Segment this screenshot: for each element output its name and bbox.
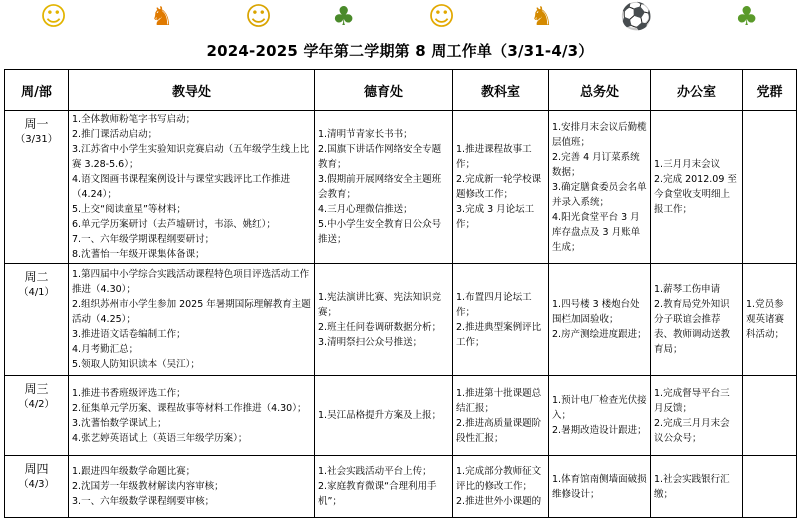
weekday-label: 周一	[24, 117, 49, 131]
task-item: 4.张艺婷英语试上（英语三年级学历案）；	[72, 432, 248, 444]
page-title: 2024-2025 学年第二学期第 8 周工作单（3/31-4/3）	[206, 42, 594, 60]
task-item: 2.国旗下讲话作网络安全专题教育；	[318, 144, 442, 170]
header-decoration	[0, 0, 800, 38]
task-item: 2.房产测绘进度跟进；	[552, 329, 647, 340]
task-item: 5.领取人防知识读本（吴江）；	[72, 359, 200, 370]
task-item: 2.完成三月月末会议公众号；	[654, 417, 730, 444]
task-item: 1.推进第十批课题总结汇报；	[456, 387, 542, 414]
task-item: 2.完成新一轮学校课题修改工作；	[456, 174, 542, 200]
task-cell-dangqun	[743, 111, 797, 264]
task-item: 1.完成督导平台三月反馈；	[654, 387, 730, 414]
column-header-week-dept: 周/部	[5, 70, 69, 111]
task-cell-deyu	[315, 456, 453, 518]
cartoon-mascot-icon: ♣	[735, 2, 759, 32]
task-cell-bangong	[651, 264, 743, 376]
task-cell-bangong	[651, 376, 743, 456]
task-cell-dangqun	[743, 376, 797, 456]
task-item: 4.阳光食堂平台 3 月库存盘点及 3 月账单生成；	[552, 211, 641, 253]
column-header-dangqun: 党群	[743, 70, 797, 111]
task-cell-dangqun	[743, 264, 797, 376]
task-cell-dangqun	[743, 456, 797, 518]
task-item: 1.社会实践活动平台上传；	[318, 466, 432, 477]
task-item: 5.中小学生安全教育日公众号推送；	[318, 219, 442, 245]
task-cell-zongwu	[549, 376, 651, 456]
task-cell-jiaodao	[69, 376, 315, 456]
task-item: 1.推进书香班级评选工作；	[72, 387, 186, 399]
task-item: 1.布置四月论坛工作；	[456, 291, 532, 318]
task-cell-jiaodao	[69, 264, 315, 376]
task-item: 2.班主任问卷调研数据分析；	[318, 321, 442, 333]
task-item: 3.推进语文话卷编制工作；	[72, 329, 186, 340]
task-item: 2.完成 2012.09 至今食堂收支明细上报工作；	[654, 174, 737, 215]
weekday-label: 周二	[24, 270, 49, 284]
task-item: 2.推门课活动启动；	[72, 129, 158, 140]
task-cell-bangong	[651, 111, 743, 264]
table-row	[5, 264, 797, 376]
task-cell-jiaoke	[453, 264, 549, 376]
task-item: 1.吴江品格提升方案及上报；	[318, 410, 442, 421]
task-cell-jiaoke	[453, 376, 549, 456]
column-header-jiaoke: 教科室	[453, 70, 549, 111]
task-item: 1.四号楼 3 楼炮台处围栏加固验收；	[552, 299, 640, 325]
task-item: 3.沈蓍怡数学课试上；	[72, 417, 167, 429]
task-item: 1.宪法演讲比赛、宪法知识竞赛；	[318, 291, 442, 318]
cartoon-mascot-icon: ☺	[40, 2, 68, 32]
task-cell-deyu	[315, 264, 453, 376]
task-cell-jiaoke	[453, 111, 549, 264]
work-schedule-table	[4, 69, 797, 518]
column-header-bangong: 办公室	[651, 70, 743, 111]
table-row	[5, 376, 797, 456]
task-item: 3.确定膳食委员会名单并录入系统；	[552, 181, 647, 208]
column-header-jiaodao: 教导处	[69, 70, 315, 111]
task-item: 2.推进典型案例评比工作；	[456, 321, 542, 348]
day-cell	[5, 456, 69, 518]
task-item: 2.组织苏州市小学生参加 2025 年暑期国际理解教育主题活动（4.25）；	[72, 299, 311, 325]
task-item: 4.语文图画书课程案例设计与课堂实践评比工作推进（4.24）；	[72, 174, 291, 200]
date-label: （4/1）	[18, 287, 55, 298]
table-row	[5, 111, 797, 264]
cartoon-mascot-icon: ♣	[332, 2, 356, 32]
task-item: 7.一、六年级学期课程纲要研讨；	[72, 234, 215, 245]
task-item: 1.安排月末会议后勤榄层值班；	[552, 121, 647, 148]
weekday-label: 周三	[24, 382, 49, 396]
task-item: 2.沈国芳一年级教材解读内容审核；	[72, 481, 224, 492]
task-item: 5.上交“阅读童星”等材料；	[72, 204, 186, 215]
cartoon-mascot-icon: ☺	[245, 2, 273, 32]
task-item: 1.推进课程故事工作；	[456, 144, 532, 170]
task-item: 1.清明节青家长书书；	[318, 129, 413, 140]
cartoon-mascot-icon: ☺	[428, 2, 456, 32]
cartoon-mascot-icon: ♞	[150, 2, 174, 32]
table-row	[5, 456, 797, 518]
day-cell	[5, 111, 69, 264]
task-item: 1.社会实践银行汇缴；	[654, 473, 730, 500]
task-cell-jiaodao	[69, 111, 315, 264]
day-cell	[5, 376, 69, 456]
soccer-ball-icon: ⚽	[620, 2, 653, 32]
task-cell-zongwu	[549, 456, 651, 518]
task-item: 4.三月心理微信推送；	[318, 204, 413, 215]
cartoon-mascot-icon: ♞	[530, 2, 554, 32]
weekday-label: 周四	[24, 462, 49, 476]
task-item: 3.假期前开展网络安全主题班会教育；	[318, 174, 442, 200]
task-item: 1.全体教师粉笔字书写启动；	[72, 114, 196, 125]
task-cell-jiaoke	[453, 456, 549, 518]
column-header-zongwu: 总务处	[549, 70, 651, 111]
task-cell-jiaodao	[69, 456, 315, 518]
task-item: 2.推进世外小课题的	[456, 496, 542, 507]
task-item: 1.薪琴工伤申请	[654, 284, 721, 295]
date-label: （3/31）	[15, 134, 58, 145]
column-header-deyu: 德育处	[315, 70, 453, 111]
task-item: 1.第四届中小学综合实践活动课程特色项目评选活动工作推进（4.30）；	[72, 269, 310, 295]
date-label: （4/2）	[18, 399, 55, 410]
day-cell	[5, 264, 69, 376]
date-label: （4/3）	[18, 479, 55, 490]
task-item: 2.家庭教育微课“合理利用手机”；	[318, 481, 437, 507]
task-item: 2.暑期改造设计跟进；	[552, 425, 647, 436]
task-item: 1.完成部分教师征文评比的修改工作；	[456, 466, 542, 492]
task-item: 1.体育馆南侧墙面破损维修设计；	[552, 473, 647, 500]
table-header-row	[5, 70, 797, 111]
task-item: 1.预计电厂检查光伏接入；	[552, 395, 647, 421]
task-cell-zongwu	[549, 264, 651, 376]
task-item: 3.江苏省中小学生实验知识竞赛启动（五年级学生线上比赛 3.28-5.6）；	[72, 144, 310, 170]
task-item: 2.教育局党外知识分子联谊会推荐表、教师调动送教育局；	[654, 299, 731, 355]
task-cell-deyu	[315, 376, 453, 456]
task-item: 4.月考勤汇总；	[72, 344, 139, 355]
task-item: 1.三月月末会议	[654, 159, 721, 170]
task-item: 3.一、六年级数学课程纲要审核；	[72, 496, 215, 507]
task-item: 1.党员参观英诸赛科活动；	[746, 299, 785, 340]
task-cell-bangong	[651, 456, 743, 518]
task-item: 2.推进高质量课题阶段性汇报；	[456, 417, 542, 444]
task-item: 2.完善 4 月订菜系统数据；	[552, 151, 640, 178]
task-item: 3.清明祭扫公众号推送；	[318, 336, 423, 348]
task-item: 2.征集单元学历案、课程故事等材料工作推进（4.30）；	[72, 402, 307, 414]
task-cell-deyu	[315, 111, 453, 264]
task-item: 1.跟进四年级数学命题比赛；	[72, 466, 196, 477]
task-item: 6.单元学历案研讨（去芦墟研讨，韦添、姚红）；	[72, 219, 276, 230]
task-cell-zongwu	[549, 111, 651, 264]
task-item: 8.沈蓍怡一年级开课集体备课；	[72, 249, 205, 260]
task-item: 3.完成 3 月论坛工作；	[456, 204, 535, 230]
